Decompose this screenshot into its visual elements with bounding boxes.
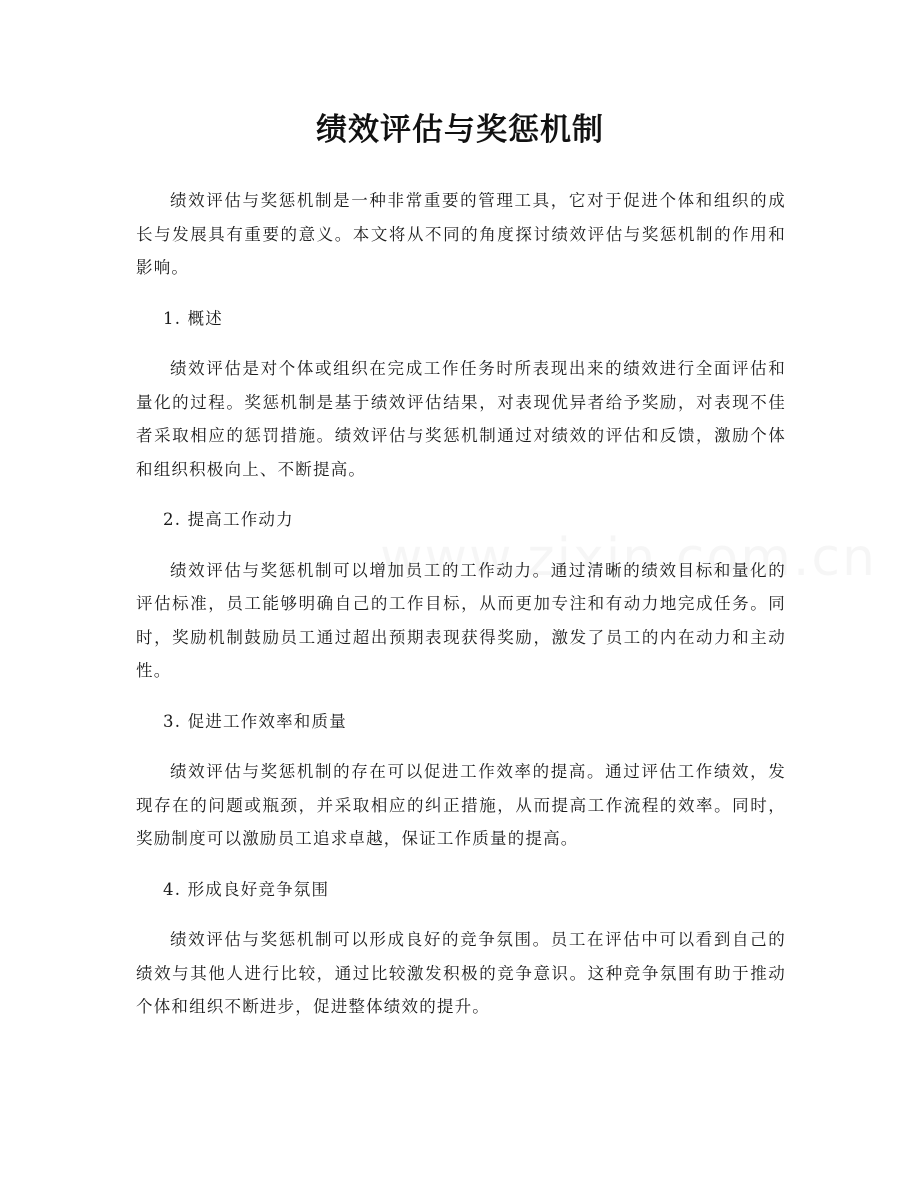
section-heading-1: 1. 概述: [163, 308, 223, 328]
section-paragraph-4: 绩效评估与奖惩机制可以形成良好的竞争氛围。员工在评估中可以看到自己的绩效与其他人进行比较，通过比较激发积极的竞争意识。这种竞争氛围有助于推动个体和组织不断进步，促进整体绩效的提升。: [136, 930, 786, 1016]
section-paragraph-3: 绩效评估与奖惩机制的存在可以促进工作效率的提高。通过评估工作绩效，发现存在的问题或瓶颈，并采取相应的纠正措施，从而提高工作流程的效率。同时，奖励制度可以激励员工追求卓越，保证工作质量的提高。: [136, 762, 786, 848]
section-paragraph-2: 绩效评估与奖惩机制可以增加员工的工作动力。通过清晰的绩效目标和量化的评估标准，员工能够明确自己的工作目标，从而更加专注和有动力地完成任务。同时，奖励机制鼓励员工通过超出预期表现获得奖励，激发了员工的内在动力和主动性。: [136, 560, 786, 680]
section-heading-2: 2. 提高工作动力: [163, 510, 294, 529]
intro-paragraph: 绩效评估与奖惩机制是一种非常重要的管理工具，它对于促进个体和组织的成长与发展具有重要的意义。本文将从不同的角度探讨绩效评估与奖惩机制的作用和影响。: [136, 191, 786, 277]
document-title: 绩效评估与奖惩机制: [316, 112, 604, 148]
section-heading-4: 4. 形成良好竞争氛围: [163, 879, 330, 899]
document-body: [136, 184, 786, 1024]
section-heading-3: 3. 促进工作效率和质量: [163, 711, 347, 731]
section-paragraph-1: 绩效评估是对个体或组织在完成工作任务时所表现出来的绩效进行全面评估和量化的过程。奖惩机制是基于绩效评估结果，对表现优异者给予奖励，对表现不佳者采取相应的惩罚措施。绩效评估与奖惩机制通过对绩效的评估和反馈，激励个体和组织积极向上、不断提高。: [136, 359, 786, 479]
